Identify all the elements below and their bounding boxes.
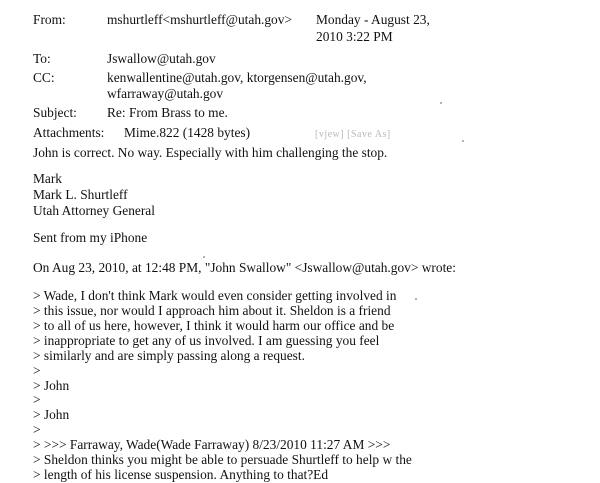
cc-label: CC:: [33, 70, 55, 85]
scan-speck: [415, 298, 417, 300]
faded-stamp: [vjew] [Save As]: [315, 129, 391, 140]
sent-from-line: Sent from my iPhone: [33, 230, 148, 245]
quoted-line: > John: [33, 378, 70, 393]
quoted-line: >: [33, 363, 41, 378]
scan-speck: [203, 256, 205, 258]
quoted-line: >: [33, 422, 41, 437]
from-label: From:: [33, 12, 66, 27]
quoted-line: > this issue, nor would I approach him about it. Sheldon is a friend: [33, 303, 391, 318]
scan-speck: [462, 140, 464, 142]
signature-full-name: Mark L. Shurtleff: [33, 187, 128, 202]
cc-line-1: kenwallentine@utah.gov, ktorgensen@utah.gov,: [107, 70, 367, 85]
quoted-line: > length of his license suspension. Anything to that?Ed: [33, 467, 329, 482]
quoted-line: >: [33, 392, 41, 407]
signature-title: Utah Attorney General: [33, 203, 155, 218]
subject-label: Subject:: [33, 105, 77, 120]
date-line-1: Monday - August 23,: [316, 12, 430, 27]
quoted-line: > to all of us here, however, I think it would harm our office and be: [33, 318, 395, 333]
quoted-line: > Wade, I don't think Mark would even consider getting involved in: [33, 288, 397, 303]
from-value: mshurtleff<mshurtleff@utah.gov>: [107, 12, 292, 27]
attachments-label: Attachments:: [33, 125, 105, 140]
signature-name: Mark: [33, 171, 63, 186]
reply-attribution: On Aug 23, 2010, at 12:48 PM, "John Swallow" <Jswallow@utah.gov> wrote:: [33, 260, 456, 275]
quoted-line: > inappropriate to get any of us involved. I am guessing you feel: [33, 333, 380, 348]
cc-line-2: wfarraway@utah.gov: [107, 86, 224, 101]
subject-value: Re: From Brass to me.: [107, 105, 228, 120]
attachments-value: Mime.822 (1428 bytes): [124, 125, 251, 140]
to-label: To:: [33, 51, 51, 66]
date-line-2: 2010 3:22 PM: [316, 29, 393, 44]
to-value: Jswallow@utah.gov: [107, 51, 216, 66]
quoted-line: > similarly and are simply passing along a request.: [33, 348, 305, 363]
scan-speck: [440, 102, 442, 104]
quoted-line: > Sheldon thinks you might be able to persuade Shurtleff to help w the: [33, 452, 412, 467]
quoted-line: > John: [33, 407, 70, 422]
body-text: John is correct. No way. Especially with him challenging the stop.: [33, 145, 388, 160]
quoted-forward-header: > >>> Farraway, Wade(Wade Farraway) 8/23/2010 11:27 AM >>>: [33, 437, 391, 452]
